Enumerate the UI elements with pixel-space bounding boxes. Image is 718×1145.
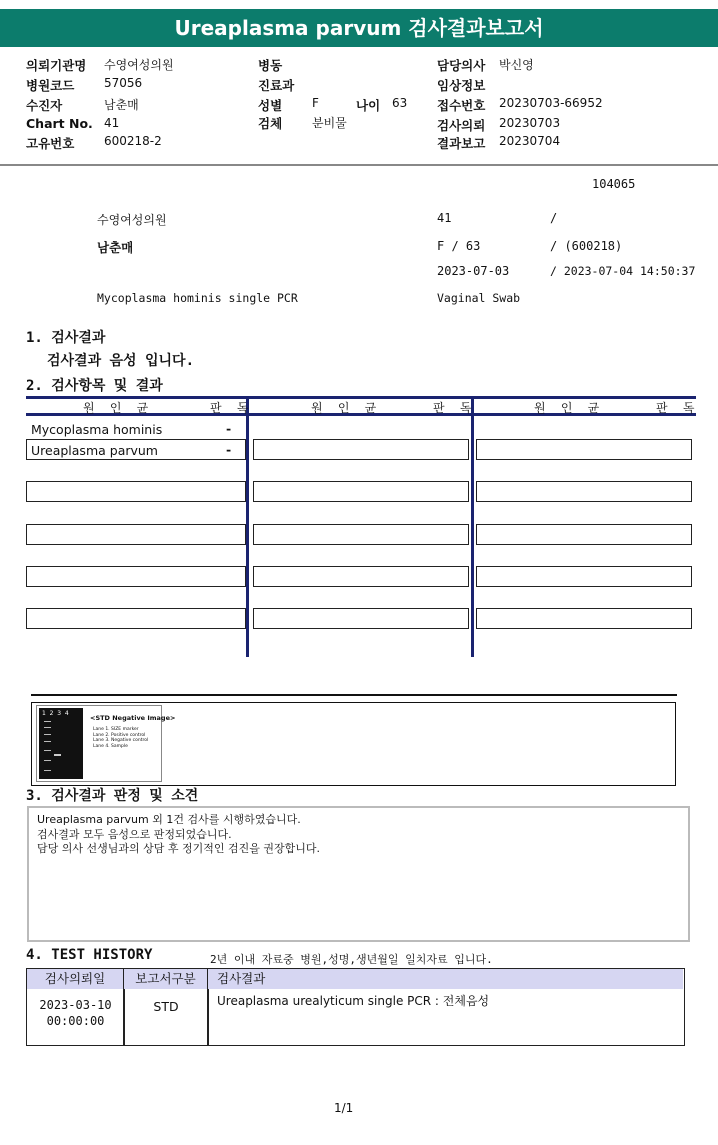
result-cell bbox=[253, 608, 469, 629]
info-hospital: 수영여성의원 bbox=[97, 213, 167, 227]
section4-title: 4. TEST HISTORY bbox=[26, 947, 153, 963]
result-cell bbox=[476, 608, 692, 629]
pathogen-name: Mycoplasma hominis bbox=[31, 422, 163, 437]
result-cell bbox=[476, 524, 692, 545]
info-test-name: Mycoplasma hominis single PCR bbox=[97, 291, 298, 305]
opinion-box bbox=[27, 806, 690, 942]
chart-label: Chart No. bbox=[26, 116, 93, 131]
history-table bbox=[26, 968, 685, 1046]
result-cell bbox=[253, 481, 469, 502]
info-sample: Vaginal Swab bbox=[437, 291, 521, 305]
ward-label: 병동 bbox=[258, 58, 283, 73]
receipt-value: 20230703-66952 bbox=[499, 96, 603, 110]
result-cell bbox=[476, 566, 692, 587]
patient-value: 남춘매 bbox=[104, 98, 139, 112]
col-pathogen-3: 원 인 균 bbox=[534, 401, 604, 415]
doctor-label: 담당의사 bbox=[437, 58, 486, 73]
result-cell bbox=[26, 524, 246, 545]
section4-note: 2년 이내 자료중 병원,성명,생년월일 일치자료 입니다. bbox=[210, 953, 493, 966]
history-type: STD bbox=[153, 999, 179, 1014]
info-unique: / (600218) bbox=[550, 239, 623, 253]
section3-title: 3. 검사결과 판정 및 소견 bbox=[26, 788, 199, 804]
history-header-date: 검사의뢰일 bbox=[27, 969, 124, 989]
history-date: 2023-03-10 bbox=[39, 998, 112, 1012]
col-pathogen-2: 원 인 균 bbox=[311, 401, 381, 415]
opinion-line: 검사결과 모두 음성으로 판정되었습니다. bbox=[37, 827, 232, 841]
result-cell bbox=[253, 439, 469, 460]
gel-legend-line: Lane 1. SIZE marker bbox=[93, 727, 139, 732]
unique-value: 600218-2 bbox=[104, 134, 162, 148]
report-title: Ureaplasma parvum 검사결과보고서 bbox=[0, 9, 718, 47]
info-slash: / bbox=[550, 211, 558, 225]
request-value: 20230703 bbox=[499, 116, 561, 130]
unique-label: 고유번호 bbox=[26, 136, 75, 151]
result-cell bbox=[476, 439, 692, 460]
gel-legend-line: Lane 2. Positive control bbox=[93, 732, 146, 738]
history-header-type: 보고서구분 bbox=[124, 969, 208, 989]
info-patient: 남춘매 bbox=[97, 240, 134, 255]
code-value: 57056 bbox=[104, 76, 143, 90]
request-label: 검사의뢰 bbox=[437, 118, 486, 133]
result-cell bbox=[476, 481, 692, 502]
info-sex-age: F / 63 bbox=[437, 239, 481, 253]
report-label: 결과보고 bbox=[437, 136, 486, 151]
gel-divider bbox=[31, 694, 677, 696]
chart-value: 41 bbox=[104, 116, 120, 130]
pathogen-result: - bbox=[226, 442, 232, 457]
header-divider bbox=[0, 164, 718, 166]
gel-title: <STD Negative Image> bbox=[90, 714, 176, 722]
sex-value: F bbox=[312, 96, 319, 110]
section1-text: 검사결과 음성 입니다. bbox=[47, 353, 195, 369]
gel-photo bbox=[39, 708, 83, 779]
opinion-line: Ureaplasma parvum 외 1건 검사를 시행하였습니다. bbox=[37, 813, 301, 826]
age-value: 63 bbox=[392, 96, 408, 110]
result-cell bbox=[253, 566, 469, 587]
specimen-label: 검체 bbox=[258, 116, 283, 131]
hospital-label: 의뢰기관명 bbox=[26, 58, 87, 73]
result-cell bbox=[26, 481, 246, 502]
page-number: 1/1 bbox=[334, 1101, 354, 1115]
gel-legend bbox=[93, 727, 148, 749]
gel-legend-line: Lane 3. Negative control bbox=[93, 738, 149, 743]
pathogen-result: - bbox=[226, 421, 232, 436]
section1-title: 1. 검사결과 bbox=[26, 330, 106, 346]
history-header-result: 검사결과 bbox=[208, 969, 683, 989]
history-time: 00:00:00 bbox=[46, 1014, 105, 1028]
specimen-value: 분비물 bbox=[312, 116, 347, 130]
gel-image bbox=[36, 705, 176, 782]
age-label: 나이 bbox=[356, 98, 381, 113]
history-result: Ureaplasma urealyticum single PCR : 전체음성 bbox=[217, 994, 490, 1008]
receipt-label: 접수번호 bbox=[437, 98, 486, 113]
clinical-label: 임상정보 bbox=[437, 78, 486, 93]
col-result-1: 판 독 bbox=[210, 401, 253, 415]
report-value: 20230704 bbox=[499, 134, 561, 148]
result-cell bbox=[26, 608, 246, 629]
gel-frame bbox=[31, 702, 676, 786]
result-cell bbox=[26, 566, 246, 587]
sex-label: 성별 bbox=[258, 98, 283, 113]
patient-label: 수진자 bbox=[26, 98, 63, 113]
gel-legend-line: Lane 4. Sample bbox=[93, 743, 128, 749]
info-report-datetime: / 2023-07-04 14:50:37 bbox=[550, 264, 696, 278]
result-cell bbox=[253, 524, 469, 545]
info-request-date: 2023-07-03 bbox=[437, 264, 510, 278]
id-number: 104065 bbox=[592, 177, 636, 191]
pathogen-name: Ureaplasma parvum bbox=[31, 443, 158, 458]
col-result-2: 판 독 bbox=[433, 401, 476, 415]
doctor-value: 박신영 bbox=[499, 58, 534, 72]
code-label: 병원코드 bbox=[26, 78, 75, 93]
section2-title: 2. 검사항목 및 결과 bbox=[26, 378, 163, 394]
table-row bbox=[27, 997, 124, 1029]
opinion-line: 담당 의사 선생님과의 상담 후 정기적인 검진을 권장합니다. bbox=[37, 842, 320, 855]
info-chart: 41 bbox=[437, 211, 452, 225]
dept-label: 진료과 bbox=[258, 78, 295, 93]
col-pathogen-1: 원 인 균 bbox=[83, 401, 153, 415]
col-result-3: 판 독 bbox=[656, 401, 699, 415]
hospital-value: 수영여성의원 bbox=[104, 58, 174, 72]
gel-lane-numbers: 1 2 3 4 bbox=[42, 710, 69, 717]
